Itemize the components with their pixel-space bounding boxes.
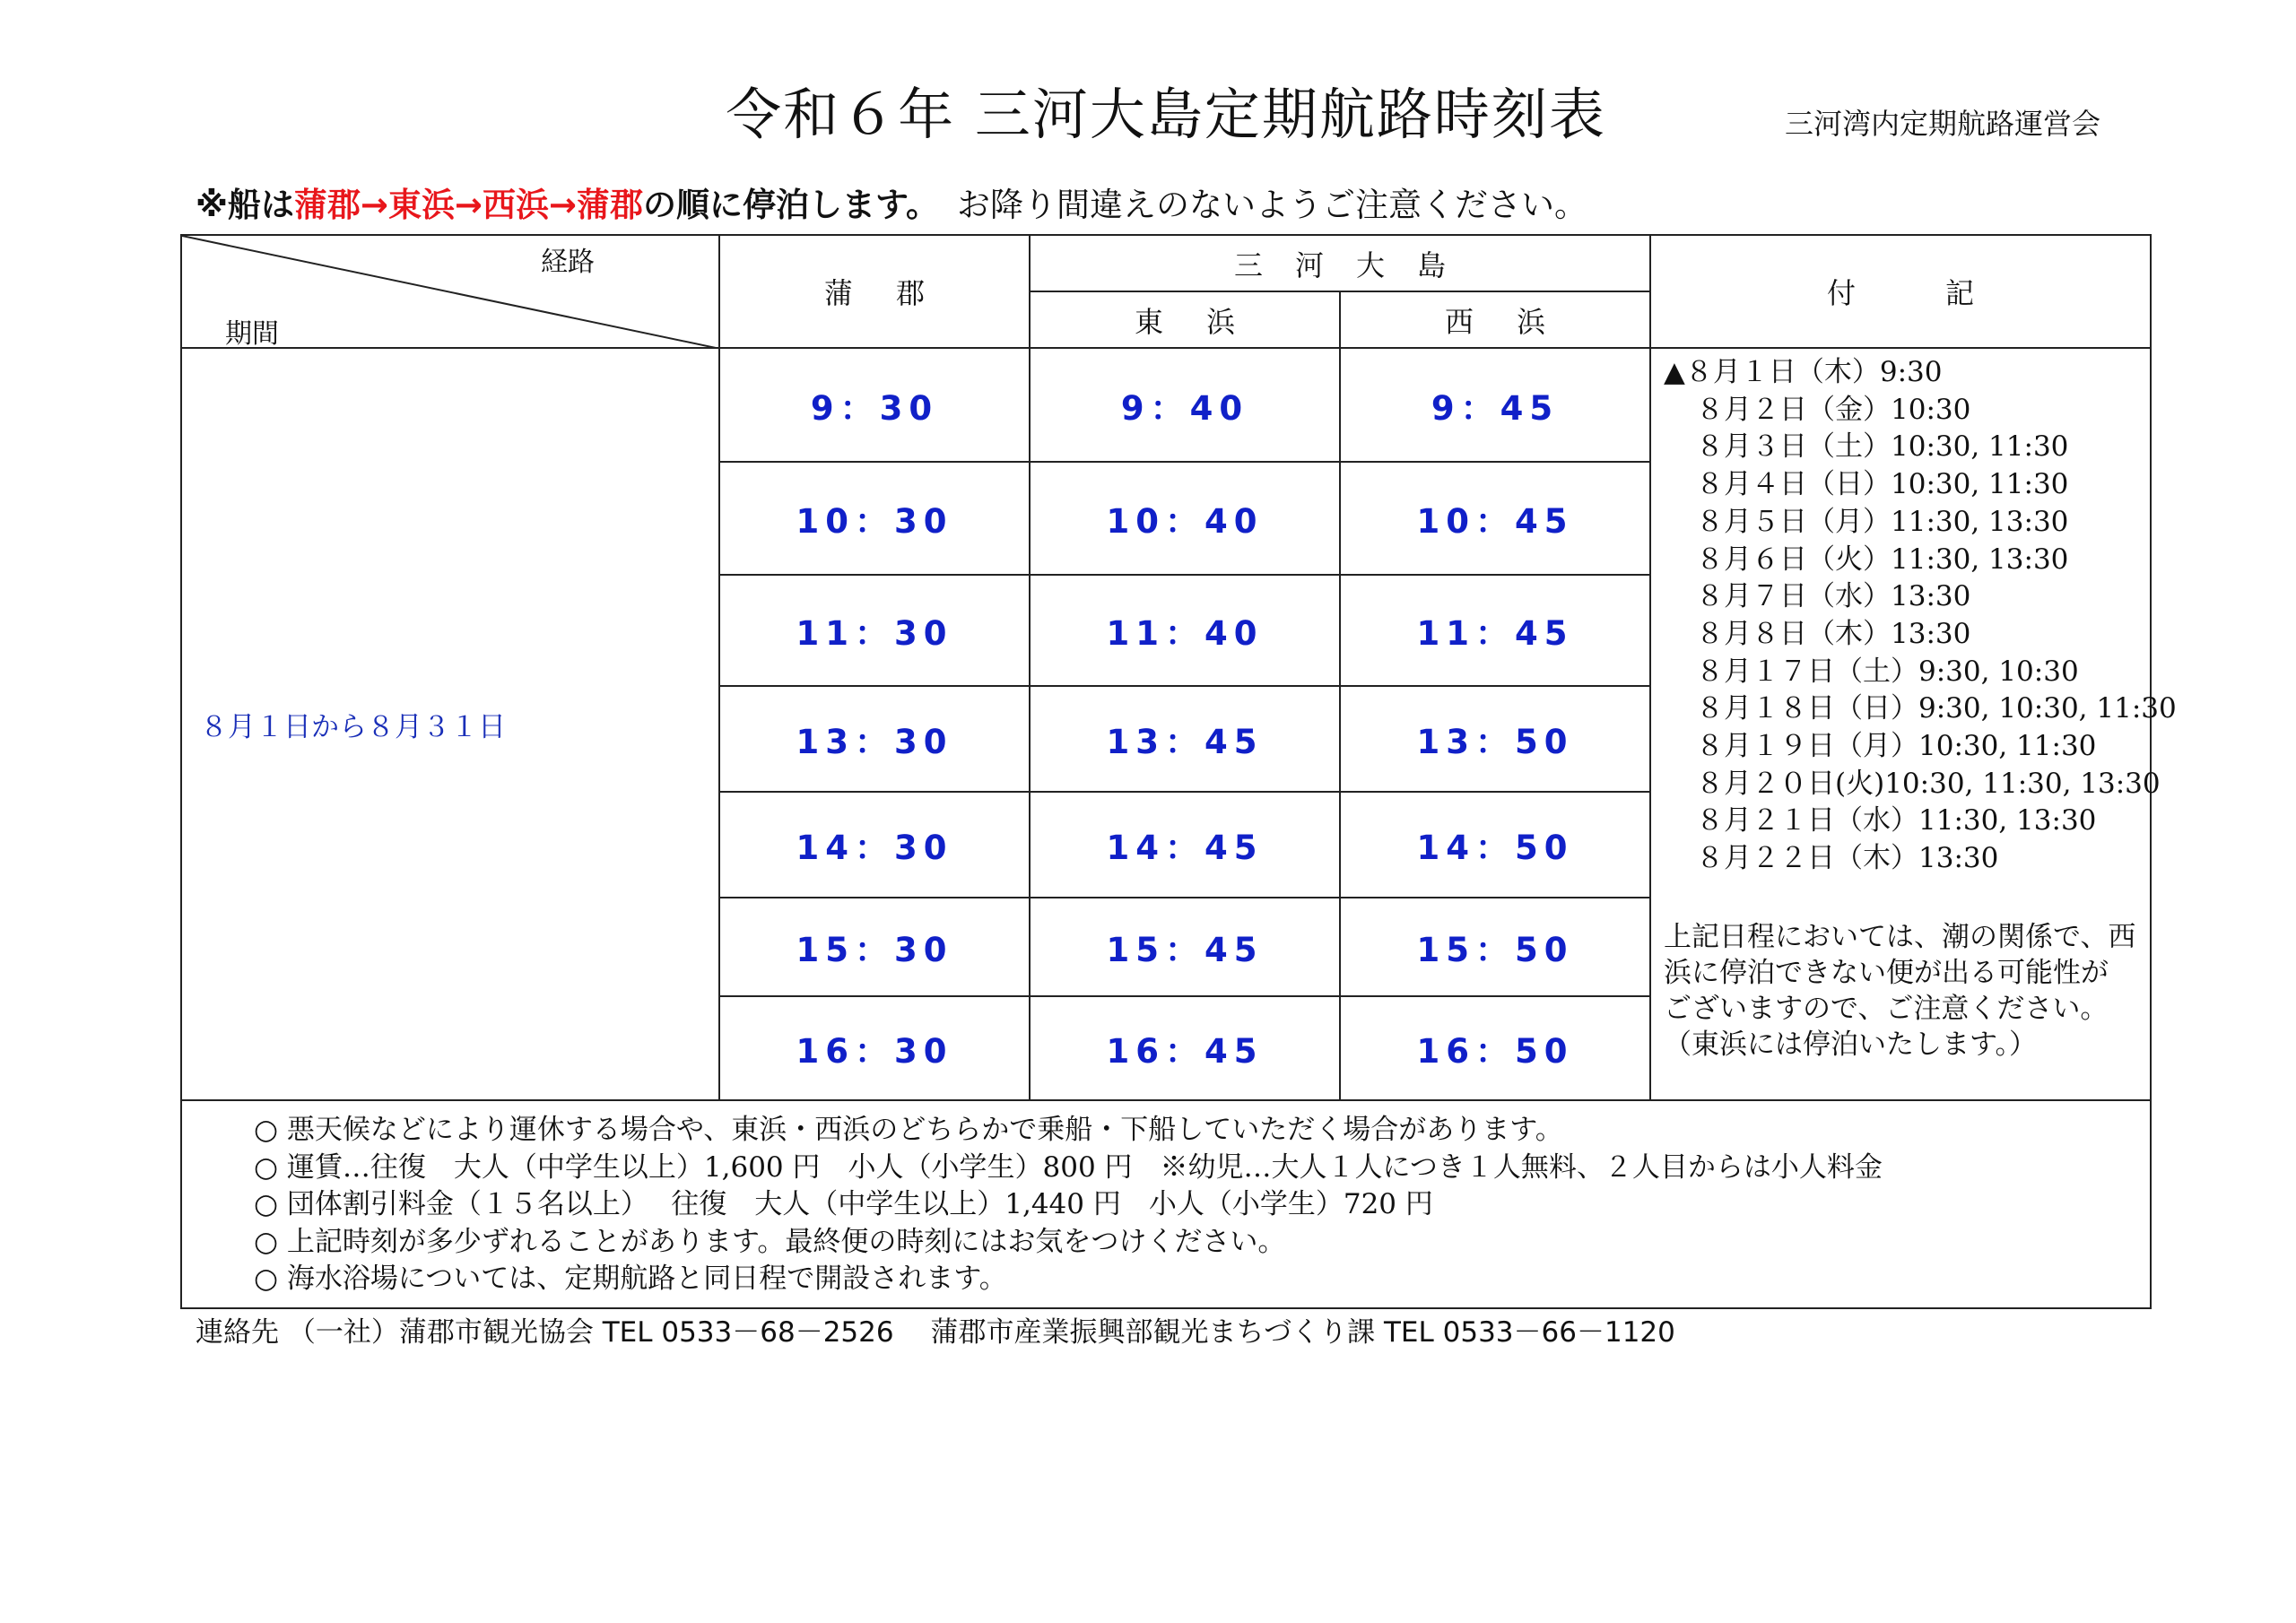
general-note: ○ 団体割引料金（１５名以上） 往復 大人（中学生以上）1,440 円 小人（小学生）720 円 [254, 1188, 1433, 1220]
time-nishihama: 11：45 [1340, 575, 1650, 686]
header-route-period-cell [181, 235, 719, 348]
note-date: ８月３日（土）10:30, 11:30 [1696, 430, 2069, 464]
time-gamagori: 9：30 [719, 348, 1030, 462]
note-date: ８月６日（火）11:30, 13:30 [1696, 542, 2069, 576]
note-date: ▲８月１日（木）9:30 [1664, 356, 1943, 388]
col-header-island: 三河大島 [1030, 235, 1650, 291]
col-header-higashihama: 東浜 [1030, 291, 1340, 348]
note-date: ８月１８日（日）9:30, 10:30, 11:30 [1696, 692, 2177, 725]
time-gamagori: 13：30 [719, 686, 1030, 792]
note-date: ８月２０日(火)10:30, 11:30, 13:30 [1696, 767, 2161, 800]
col-header-gamagori: 蒲郡 [719, 235, 1030, 348]
col-header-nishihama: 西浜 [1340, 291, 1650, 348]
notice-prefix: ※船は [196, 186, 294, 224]
general-note: ○ 悪天候などにより運休する場合や、東浜・西浜のどちらかで乗船・下船していただく場合があります。 [254, 1114, 1563, 1146]
caution-line: 浜に停泊できない便が出る可能性が [1664, 956, 2109, 989]
time-nishihama: 13：50 [1340, 686, 1650, 792]
time-nishihama: 9：45 [1340, 348, 1650, 462]
note-date: ８月５日（月）11:30, 13:30 [1696, 505, 2069, 538]
notice-suffix: の順に停泊します。 [643, 186, 940, 224]
caution-line: （東浜には停泊いたします。） [1664, 1028, 2038, 1061]
general-note: ○ 上記時刻が多少ずれることがあります。最終便の時刻にはお気をつけください。 [254, 1225, 1286, 1258]
period-cell: ８月１日から８月３１日 [181, 348, 719, 1100]
time-higashihama: 13：45 [1030, 686, 1340, 792]
time-higashihama: 15：45 [1030, 898, 1340, 996]
note-date: ８月２２日（木）13:30 [1696, 842, 1999, 875]
caution-text [1664, 919, 2139, 1063]
time-gamagori: 16：30 [719, 996, 1030, 1100]
notice-rest: お降り間違えのないようご注意ください。 [957, 186, 1588, 224]
col-header-notes: 付記 [1650, 235, 2151, 348]
time-nishihama: 14：50 [1340, 792, 1650, 898]
notes-cell [1650, 348, 2177, 1100]
route-notice [196, 183, 1587, 228]
general-notes [181, 1100, 2151, 1308]
note-date: ８月４日（日）10:30, 11:30 [1696, 468, 2069, 501]
time-higashihama: 16：45 [1030, 996, 1340, 1100]
time-gamagori: 14：30 [719, 792, 1030, 898]
caution-line: ございますので、ご注意ください。 [1664, 992, 2109, 1025]
general-note: ○ 運賃…往復 大人（中学生以上）1,600 円 小人（小学生）800 円 ※幼児…大人１人につき１人無料、２人目からは小人料金 [254, 1150, 1883, 1184]
general-note: ○ 海水浴場については、定期航路と同日程で開設されます。 [254, 1263, 1007, 1295]
contact-info: 連絡先 （一社）蒲郡市観光協会 TEL 0533－68－2526 蒲郡市産業振興部観光まちづくり課 TEL 0533－66－1120 [196, 1316, 1675, 1349]
note-date: ８月２１日（水）11:30, 13:30 [1696, 804, 2097, 838]
note-date: ８月２日（金）10:30 [1696, 393, 1971, 426]
time-higashihama: 9：40 [1030, 348, 1340, 462]
route-label: 経路 [541, 247, 595, 278]
time-nishihama: 15：50 [1340, 898, 1650, 996]
time-higashihama: 14：45 [1030, 792, 1340, 898]
caution-line: 上記日程においては、潮の関係で、西 [1664, 920, 2136, 953]
organization-name: 三河湾内定期航路運営会 [1785, 107, 2101, 141]
note-date: ８月１９日（月）10:30, 11:30 [1696, 730, 2097, 763]
timetable [180, 234, 2177, 1309]
time-nishihama: 10：45 [1340, 462, 1650, 575]
time-gamagori: 10：30 [719, 462, 1030, 575]
time-gamagori: 11：30 [719, 575, 1030, 686]
time-higashihama: 10：40 [1030, 462, 1340, 575]
time-gamagori: 15：30 [719, 898, 1030, 996]
time-nishihama: 16：50 [1340, 996, 1650, 1100]
page-title: 令和６年 三河大島定期航路時刻表 [726, 82, 1606, 147]
notice-route: 蒲郡→東浜→西浜→蒲郡 [293, 186, 643, 224]
time-higashihama: 11：40 [1030, 575, 1340, 686]
note-date: ８月８日（木）13:30 [1696, 617, 1971, 650]
note-date: ８月１７日（土）9:30, 10:30 [1696, 655, 2079, 688]
period-label: 期間 [225, 318, 279, 350]
note-date: ８月７日（水）13:30 [1696, 580, 1971, 613]
